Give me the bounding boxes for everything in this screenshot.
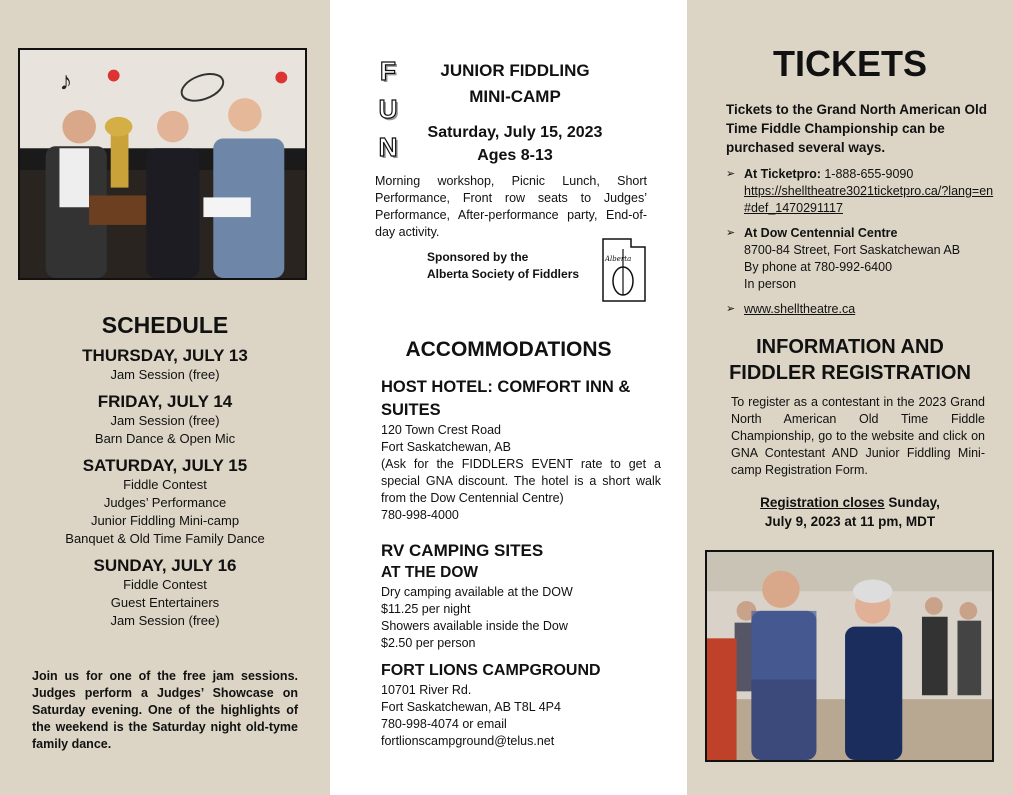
rv-title-line1: RV CAMPING SITES: [381, 541, 544, 560]
registration-closes-label: Registration closes: [760, 495, 885, 510]
schedule-item: Guest Entertainers: [110, 595, 220, 610]
tickets-intro: Tickets to the Grand North American Old Time Fiddle Championship can be purchased several ways.: [726, 102, 988, 155]
info-title-line1: INFORMATION AND: [756, 336, 944, 358]
registration-day: Sunday,: [884, 495, 940, 510]
rv-line: $11.25 per night: [381, 602, 471, 616]
camp-ages: Ages 8-13: [477, 147, 553, 164]
schedule-day: [0, 392, 330, 448]
schedule-day: [0, 456, 330, 548]
schedule-list: [0, 346, 330, 630]
award-photo: [18, 48, 307, 280]
rv-title-line2: AT THE DOW: [381, 564, 479, 581]
right-panel: [687, 0, 1013, 795]
dow-line: In person: [744, 277, 797, 291]
ticketpro-label: At Ticketpro:: [744, 167, 821, 181]
arrow-bullet-icon: ➢: [726, 303, 736, 315]
schedule-item: Barn Dance & Open Mic: [94, 431, 236, 446]
dow-line: 8700-84 Street, Fort Saskatchewan AB: [744, 243, 961, 257]
registration-deadline-line2: July 9, 2023 at 11 pm, MDT: [764, 514, 936, 529]
schedule-item: Fiddle Contest: [123, 477, 207, 492]
rv-line: Dry camping available at the DOW: [381, 585, 573, 599]
rv-line: $2.50 per person: [381, 636, 476, 650]
registration-deadline-line1: [687, 493, 1013, 512]
tickets-title: TICKETS: [772, 43, 927, 84]
camp-title-line2: MINI-CAMP: [469, 87, 561, 106]
schedule-item: Jam Session (free): [110, 413, 220, 428]
lions-line: 780-998-4074 or email: [381, 717, 507, 731]
schedule-item: Fiddle Contest: [123, 577, 207, 592]
schedule-title: SCHEDULE: [101, 312, 229, 338]
hotel-address-line: 120 Town Crest Road: [381, 423, 501, 437]
ticketpro-link[interactable]: https://shelltheatre3021ticketpro.ca/?lang=en#def_1470291117: [744, 184, 994, 215]
rv-line: Showers available inside the Dow: [381, 619, 568, 633]
sponsor-line1: Sponsored by the: [427, 250, 529, 264]
fun-letter: F: [380, 56, 396, 86]
schedule-item: Junior Fiddling Mini-camp: [90, 513, 240, 528]
ticket-options: [726, 166, 994, 326]
dance-photo: [705, 550, 994, 762]
dow-line: By phone at 780-992-6400: [744, 260, 893, 274]
schedule-item: Jam Session (free): [110, 367, 220, 382]
schedule-day: [0, 346, 330, 384]
schedule-item: Judges’ Performance: [103, 495, 227, 510]
day-heading: FRIDAY, JULY 14: [97, 392, 233, 411]
ticketpro-option: [726, 166, 994, 217]
hotel-title: HOST HOTEL: COMFORT INN & SUITES: [381, 378, 631, 419]
lions-title: FORT LIONS CAMPGROUND: [381, 662, 601, 679]
fun-letter: N: [378, 132, 398, 162]
lions-email[interactable]: fortlionscampground@telus.net: [381, 734, 555, 748]
schedule-item: Banquet & Old Time Family Dance: [65, 531, 265, 546]
website-link[interactable]: www.shelltheatre.ca: [744, 302, 856, 316]
info-title-line2: FIDDLER REGISTRATION: [729, 362, 971, 384]
ticketpro-phone: 1-888-655-9090: [820, 167, 914, 181]
hotel-phone: 780-998-4000: [381, 508, 459, 522]
lions-line: 10701 River Rd.: [381, 683, 472, 697]
hotel-address-line: Fort Saskatchewan, AB: [381, 440, 511, 454]
camp-description: Morning workshop, Picnic Lunch, Short Performance, Front row seats to Judges’ Performance, After-performance party, End-of-day activity.: [375, 174, 647, 239]
middle-panel: [330, 0, 687, 795]
fun-letter: U: [378, 94, 398, 124]
day-heading: SUNDAY, JULY 16: [93, 556, 237, 575]
accommodations-title: ACCOMMODATIONS: [405, 338, 612, 361]
left-panel: [0, 0, 330, 795]
schedule-item: Jam Session (free): [110, 613, 220, 628]
day-heading: THURSDAY, JULY 13: [82, 346, 248, 365]
hotel-note: (Ask for the FIDDLERS EVENT rate to get a special GNA discount. The hotel is a short walk from the Dow Centennial Centre): [381, 457, 661, 505]
arrow-bullet-icon: ➢: [726, 168, 736, 180]
camp-date: Saturday, July 15, 2023: [427, 124, 603, 141]
svg-text:Alberta: Alberta: [605, 255, 632, 263]
fiddlers-society-logo: [595, 235, 650, 305]
sponsor-line2: Alberta Society of Fiddlers: [427, 267, 580, 281]
svg-text:♪: ♪: [59, 67, 73, 96]
website-option: [726, 301, 994, 318]
dow-option: [726, 225, 994, 293]
dow-label: At Dow Centennial Centre: [744, 226, 898, 240]
fun-vertical: [374, 52, 402, 166]
arrow-bullet-icon: ➢: [726, 227, 736, 239]
lions-line: Fort Saskatchewan, AB T8L 4P4: [381, 700, 561, 714]
camp-title-line1: JUNIOR FIDDLING: [440, 61, 590, 80]
day-heading: SATURDAY, JULY 15: [82, 456, 248, 475]
schedule-day: [0, 556, 330, 630]
info-text: To register as a contestant in the 2023 Grand North American Old Time Fiddle Championship, go to the website and click on GNA Contestant AND Junior Fiddling Mini-camp Registration Form.: [731, 395, 985, 477]
closing-paragraph: Join us for one of the free jam sessions. Judges perform a Judges’ Showcase on Saturday evening. One of the highlights of the weekend is the Saturday night old-tyme family dance.: [32, 669, 298, 751]
